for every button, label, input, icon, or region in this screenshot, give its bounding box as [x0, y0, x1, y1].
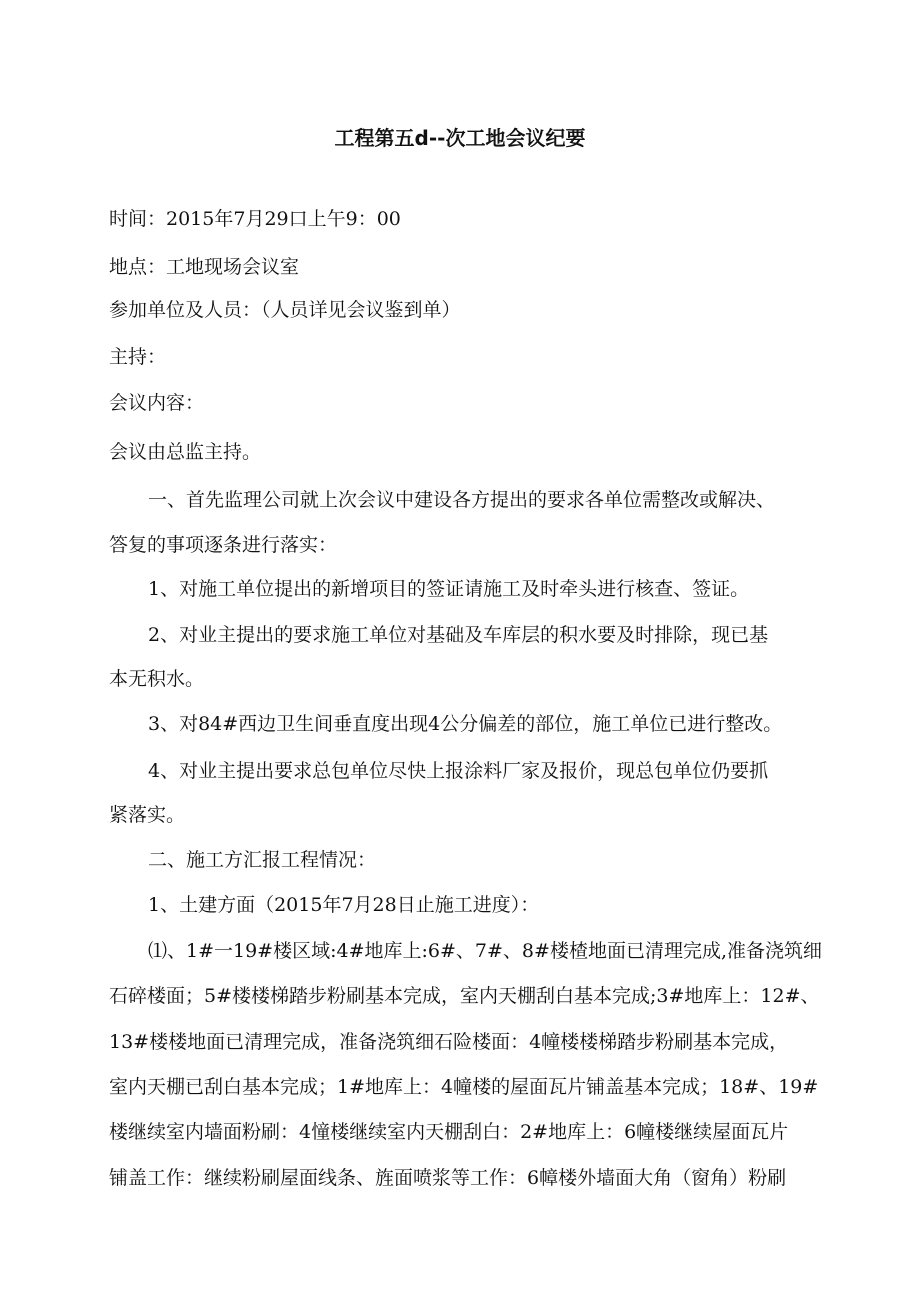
- paragraph-line: 紧落实。: [109, 804, 186, 826]
- paragraph-line: 楼继续室内墙面粉刷：4憧楼继续室内天棚刮白：2#地库上：6幢楼继续屋面瓦片: [109, 1121, 789, 1143]
- paragraph-line: 室内天棚已刮白基本完成；1#地库上：4幢楼的屋面瓦片铺盖基本完成；18#、19#: [109, 1076, 819, 1098]
- paragraph-line: ⑴、1#一19#楼区域:4#地库上:6#、7#、8#楼楂地面已清理完成,准备浇筑细: [148, 940, 822, 962]
- subsection-heading: 1、土建方面（2015年7月28日止施工进度）：: [148, 894, 540, 916]
- meeting-attendees: 参加单位及人员：（人员详见会议鉴到单）: [109, 299, 461, 321]
- paragraph-line: 本无积水。: [109, 668, 205, 690]
- paragraph-line: 铺盖工作：继续粉刷屋面线条、旌面喷浆等工作：6幛楼外墙面大角（窗角）粉刷: [109, 1167, 787, 1189]
- meeting-content-heading: 会议内容：: [109, 392, 205, 414]
- paragraph-line: 一、首先监理公司就上次会议中建设各方提出的要求各单位需整改或解决、: [148, 489, 776, 511]
- paragraph-line: 答复的事项逐条进行落实：: [109, 534, 338, 556]
- paragraph-line: 4、对业主提出要求总包单位尽快上报涂料厂家及报价，现总包单位仍要抓: [148, 760, 769, 782]
- paragraph-line: 13#楼楼地面已清理完成，准备浇筑细石险楼面：4幢楼楼梯踏步粉刷基本完成，: [109, 1031, 789, 1053]
- document-title: 工程第五d--次工地会议纪要: [334, 126, 586, 150]
- paragraph-line: 1、对施工单位提出的新增项目的签证请施工及时牵头进行核查、签证。: [148, 578, 750, 600]
- paragraph-line: 石碎楼面；5#楼楼梯踏步粉刷基本完成，室内天棚刮白基本完成;3#地库上：12#、: [109, 985, 820, 1007]
- meeting-time: 时间：2015年7月29口上午9：00: [109, 208, 401, 230]
- paragraph-line: 3、对84#西边卫生间垂直度出现4公分偏差的部位，施工单位已进行整改。: [148, 713, 783, 735]
- paragraph-line: 2、对业主提出的要求施工单位对基础及车库层的积水要及时排除，现已基: [148, 624, 769, 646]
- meeting-location: 地点：工地现场会议室: [109, 256, 300, 278]
- meeting-host: 主持：: [109, 346, 167, 368]
- paragraph-line: 会议由总监主持。: [109, 441, 262, 463]
- section-heading: 二、施工方汇报工程情况：: [148, 849, 377, 871]
